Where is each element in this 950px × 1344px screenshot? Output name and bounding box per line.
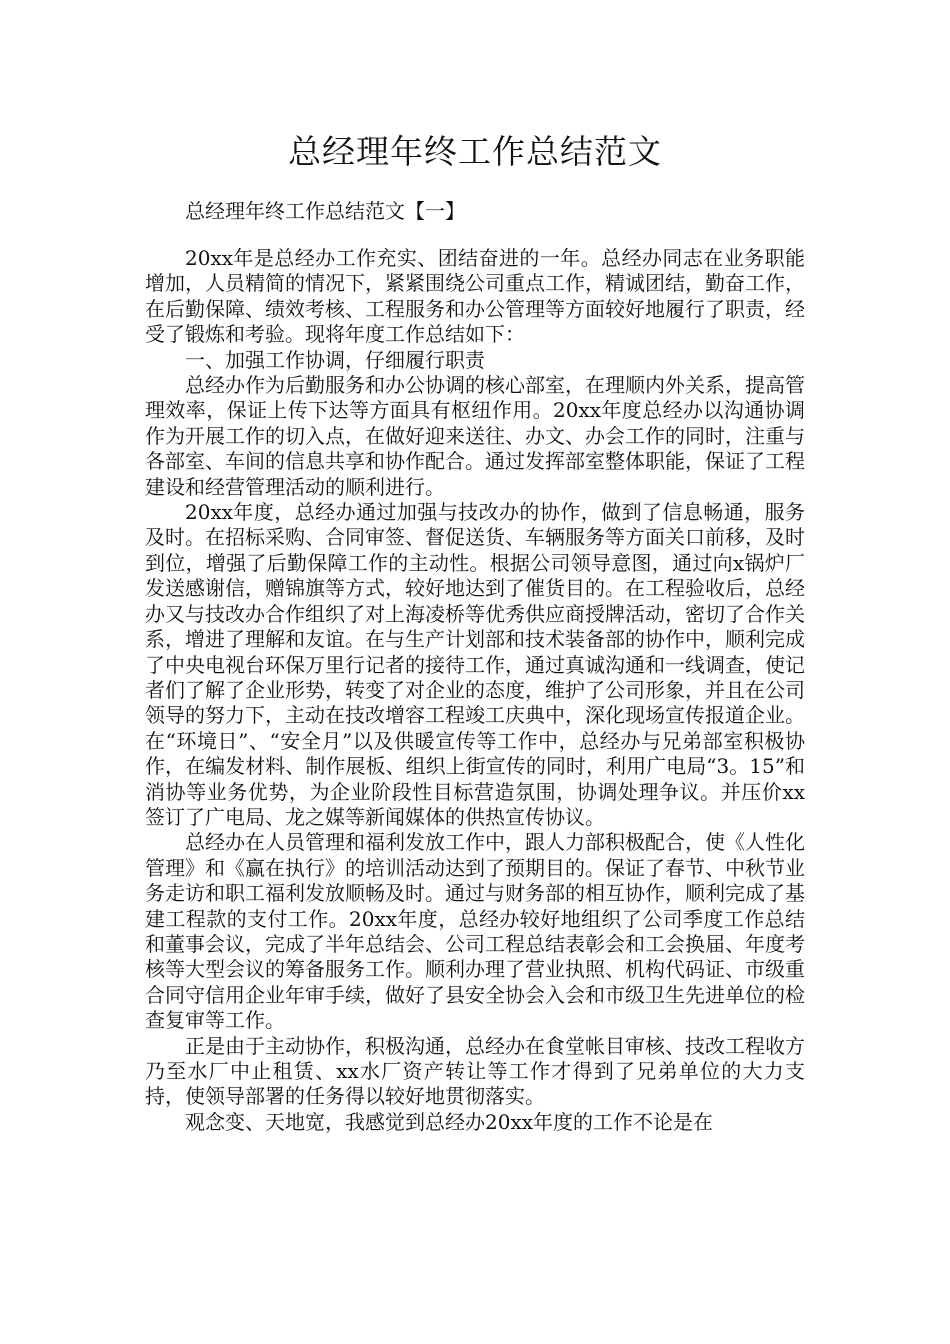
paragraph-personnel: 总经办在人员管理和福利发放工作中，跟人力部积极配合，使《人性化管理》和《赢在执行》的培训活动达到了预期目的。保证了春节、中秋节业务走访和职工福利发放顺畅及时。通过与财务部的相互协作，顺利完成了基建工程款的支付工作。20xx年度，总经办较好地组织了公司季度工作总结和董事会议，完成了半年总结会、公司工程总结表彰会和工会换届、年度考核等大型会议的筹备服务工作。顺利办理了营业执照、机构代码证、市级重合同守信用企业年审手续，做好了县安全协会入会和市级卫生先进单位的检查复审等工作。 xyxy=(145,830,805,1033)
document-page xyxy=(145,128,805,1135)
paragraph-intro: 20xx年是总经办工作充实、团结奋进的一年。总经办同志在业务职能增加，人员精简的情况下，紧紧围绕公司重点工作，精诚团结，勤奋工作，在后勤保障、绩效考核、工程服务和办公管理等方面较好地履行了职责，经受了锻炼和考验。现将年度工作总结如下： xyxy=(145,246,805,347)
paragraph-tech-office: 20xx年度，总经办通过加强与技改办的协作，做到了信息畅通，服务及时。在招标采购、合同审签、督促送货、车辆服务等方面关口前移，及时到位，增强了后勤保障工作的主动性。根据公司领导意图，通过向x锅炉厂发送感谢信，赠锦旗等方式，较好地达到了催货目的。在工程验收后，总经办又与技改办合作组织了对上海凌桥等优秀供应商授牌活动，密切了合作关系，增进了理解和友谊。在与生产计划部和技术装备部的协作中，顺利完成了中央电视台环保万里行记者的接待工作，通过真诚沟通和一线调查，使记者们了解了企业形势，转变了对企业的态度，维护了公司形象，并且在公司领导的努力下，主动在技改增容工程竣工庆典中，深化现场宣传报道企业。在“环境日”、“安全月”以及供暖宣传等工作中，总经办与兄弟部室积极协作，在编发材料、制作展板、组织上街宣传的同时，利用广电局“3。15”和消协等业务优势，为企业阶段性目标营造氛围，协调处理争议。并压价xx签订了广电局、龙之媒等新闻媒体的供热宣传协议。 xyxy=(145,500,805,829)
section-heading-one: 一、加强工作协调，仔细履行职责 xyxy=(185,347,485,372)
document-title: 总经理年终工作总结范文 xyxy=(288,132,662,171)
document-body xyxy=(145,246,805,1135)
section-subtitle: 总经理年终工作总结范文【一】 xyxy=(185,199,465,223)
paragraph-cooperation: 正是由于主动协作，积极沟通，总经办在食堂帐目审核、技改工程收方乃至水厂中止租赁、xx水厂资产转让等工作才得到了兄弟单位的大力支持，使领导部署的任务得以较好地贯彻落实。 xyxy=(145,1033,805,1109)
paragraph-coordination: 总经办作为后勤服务和办公协调的核心部室，在理顺内外关系，提高管理效率，保证上传下达等方面具有枢纽作用。20xx年度总经办以沟通协调作为开展工作的切入点，在做好迎来送往、办文、办会工作的同时，注重与各部室、车间的信息共享和协作配合。通过发挥部室整体职能，保证了工程建设和经营管理活动的顺利进行。 xyxy=(145,373,805,499)
paragraph-closing: 观念变、天地宽，我感觉到总经办20xx年度的工作不论是在 xyxy=(185,1109,714,1134)
